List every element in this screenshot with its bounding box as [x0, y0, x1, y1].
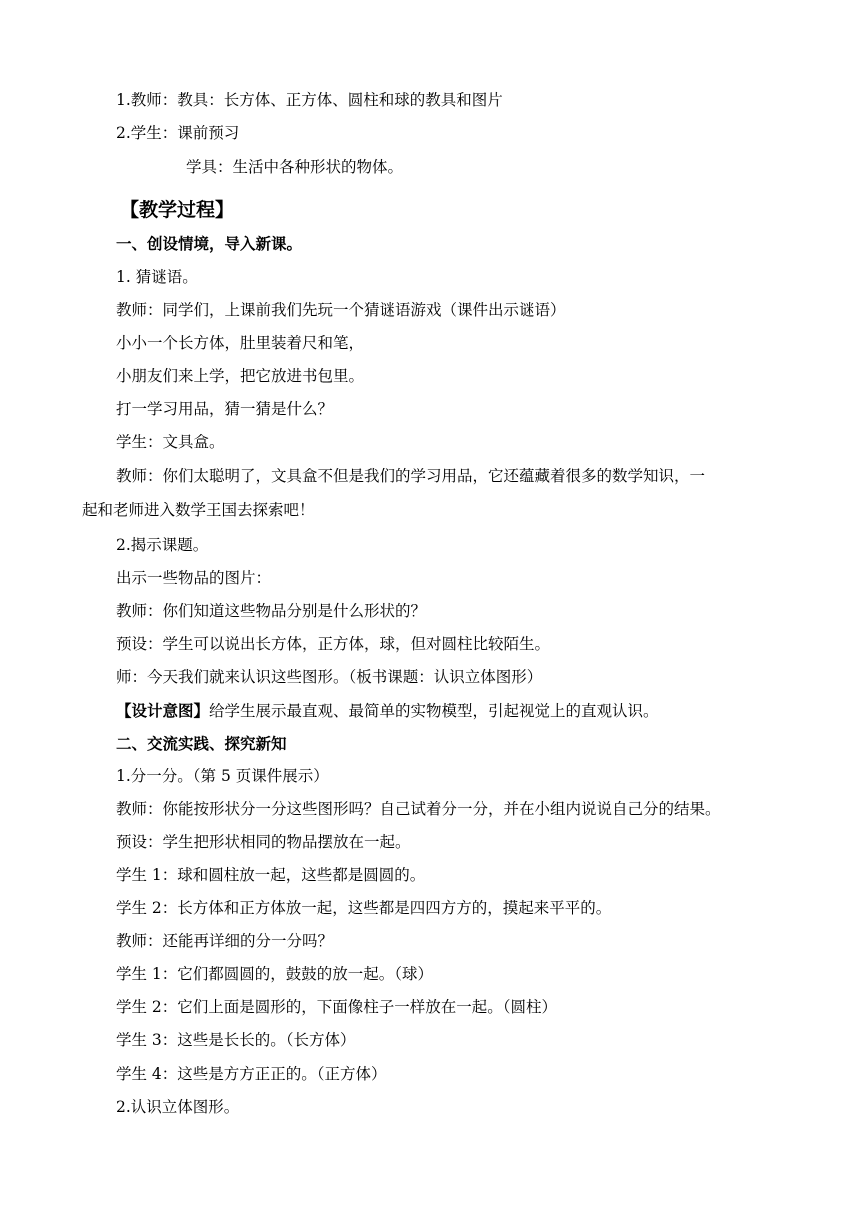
section2-student-6: 学生 4：这些是方方正正的。（正方体） [116, 1065, 387, 1083]
process-heading: 【教学过程】 [120, 199, 235, 221]
section1-item2: 2.揭示课题。 [116, 536, 209, 554]
section1-teacher-4: 师：今天我们就来认识这些图形。（板书课题：认识立体图形） [116, 668, 543, 686]
design-intent-text: 给学生展示最直观、最简单的实物模型，引起视觉上的直观认识。 [209, 702, 659, 720]
section2-student-3: 学生 1：它们都圆圆的，鼓鼓的放一起。（球） [116, 965, 434, 983]
section2-teacher-2: 教师：还能再详细的分一分吗？ [116, 932, 334, 950]
prep-student: 2.学生：课前预习 [116, 124, 240, 142]
riddle-line-1: 小小一个长方体，肚里装着尺和笔， [116, 334, 365, 352]
section1-teacher-2-line1: 教师：你们太聪明了，文具盒不但是我们的学习用品，它还蕴藏着很多的数学知识，一 [116, 467, 706, 485]
section1-teacher-1: 教师：同学们，上课前我们先玩一个猜谜语游戏（课件出示谜语） [116, 301, 566, 319]
section1-title: 一、创设情境，导入新课。 [116, 234, 303, 253]
section2-title: 二、交流实践、探究新知 [116, 734, 287, 753]
section2-student-1: 学生 1：球和圆柱放一起，这些都是圆圆的。 [116, 866, 426, 884]
section2-item2: 2.认识立体图形。 [116, 1098, 240, 1116]
section2-teacher-1: 教师：你能按形状分一分这些图形吗？自己试着分一分，并在小组内说说自己分的结果。 [116, 800, 721, 818]
section2-item1: 1.分一分。（第 5 页课件展示） [116, 767, 329, 785]
design-intent [116, 701, 659, 721]
prep-student-tools: 学具：生活中各种形状的物体。 [186, 158, 404, 176]
section1-item1: 1. 猜谜语。 [116, 268, 198, 286]
section2-student-5: 学生 3：这些是长长的。（长方体） [116, 1031, 356, 1049]
prep-teacher: 1.教师：教具：长方体、正方体、圆柱和球的教具和图片 [116, 91, 503, 109]
section2-student-2: 学生 2：长方体和正方体放一起，这些都是四四方方的，摸起来平平的。 [116, 899, 612, 917]
design-intent-label: 【设计意图】 [116, 701, 210, 720]
riddle-line-3: 打一学习用品，猜一猜是什么？ [116, 400, 334, 418]
section1-teacher-3: 教师：你们知道这些物品分别是什么形状的？ [116, 602, 427, 620]
section1-teacher-2-line2: 起和老师进入数学王国去探索吧！ [82, 501, 315, 519]
section1-show: 出示一些物品的图片： [116, 569, 272, 587]
section2-preset: 预设：学生把形状相同的物品摆放在一起。 [116, 833, 411, 851]
section1-student-1: 学生：文具盒。 [116, 433, 225, 451]
section2-student-4: 学生 2：它们上面是圆形的，下面像柱子一样放在一起。（圆柱） [116, 998, 558, 1016]
section1-preset: 预设：学生可以说出长方体，正方体，球，但对圆柱比较陌生。 [116, 635, 551, 653]
riddle-line-2: 小朋友们来上学，把它放进书包里。 [116, 367, 365, 385]
